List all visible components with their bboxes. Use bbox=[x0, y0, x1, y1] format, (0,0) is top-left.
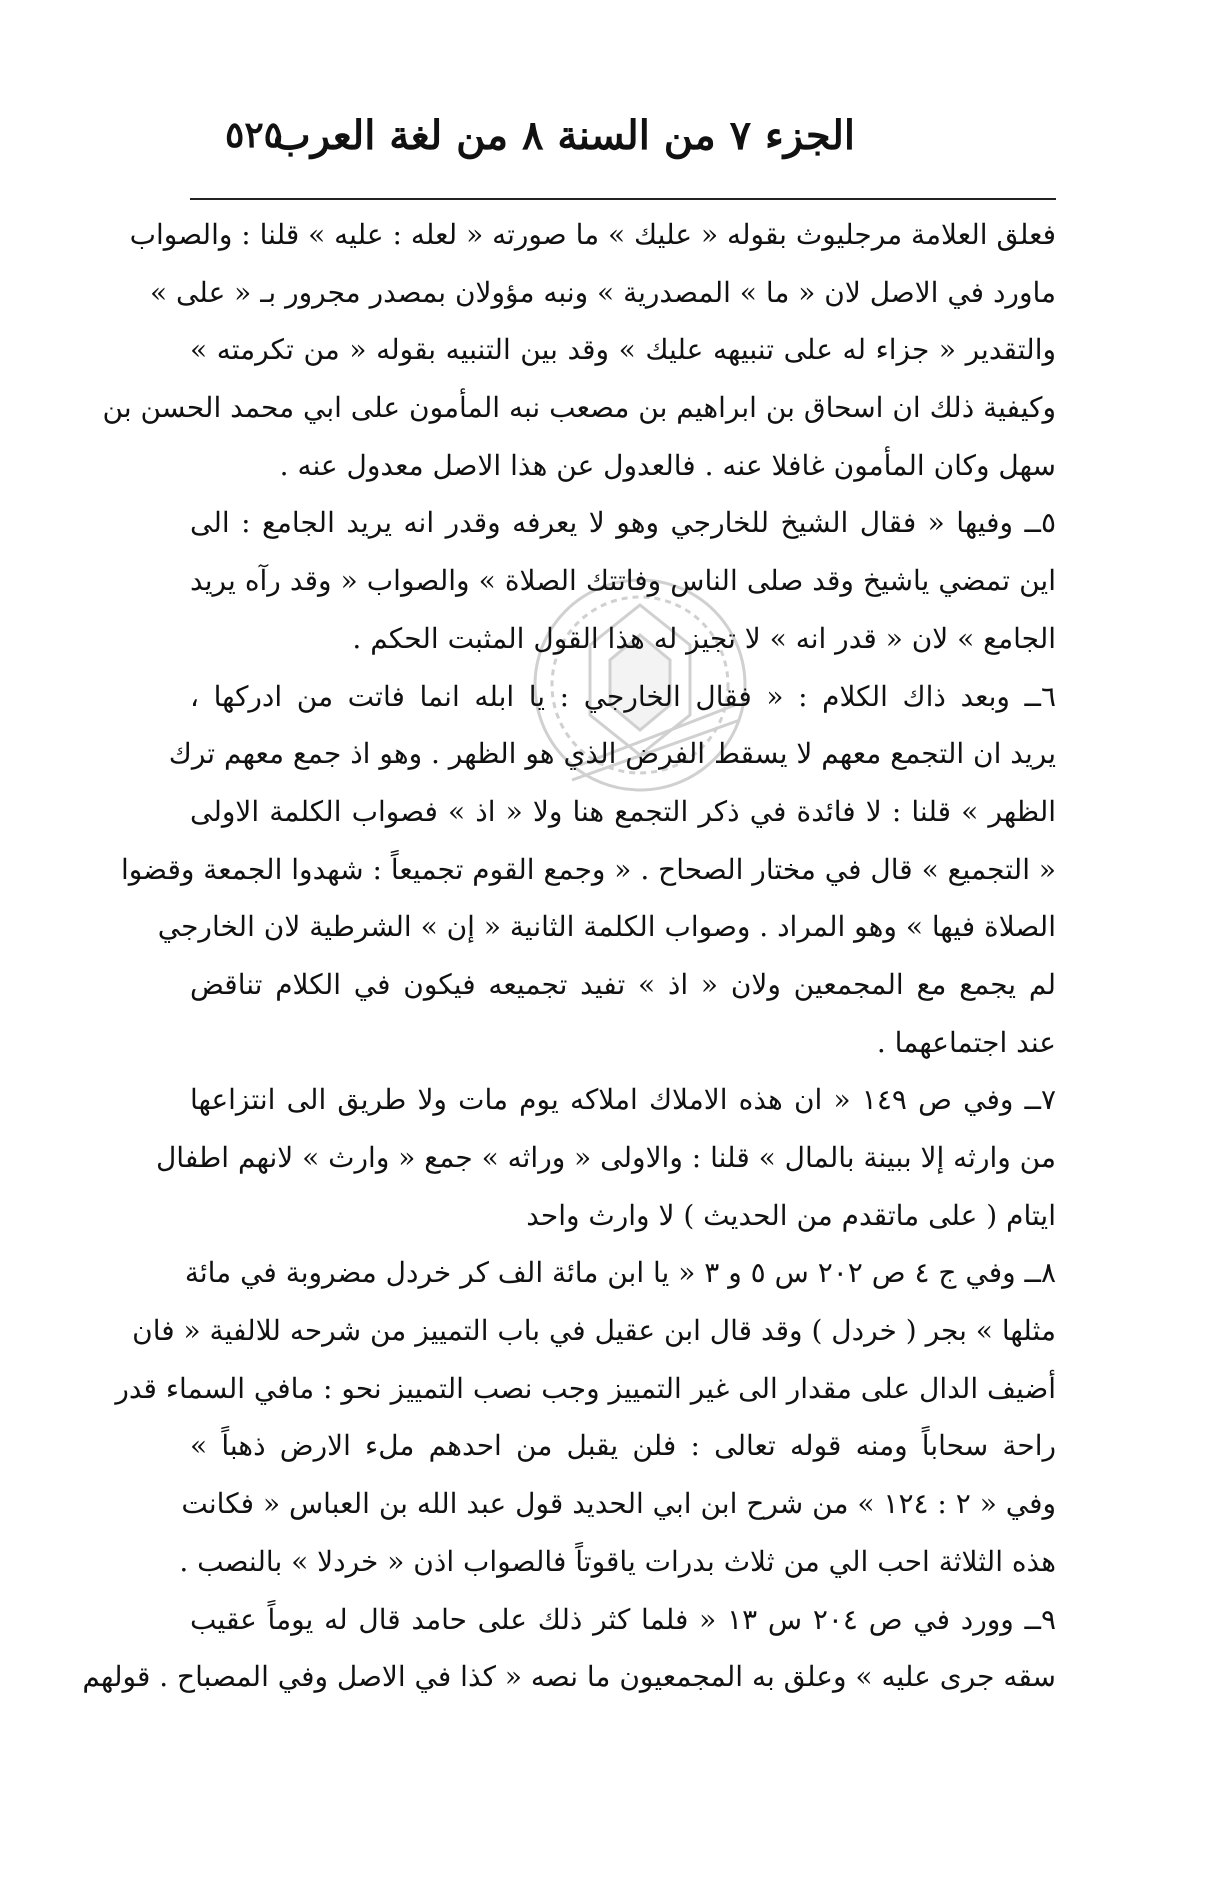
page-number: ٥٢٥ bbox=[225, 114, 284, 156]
text-line: سهل وكان المأمون غافلا عنه . فالعدول عن هذا الاصل معدول عنه . bbox=[279, 448, 1056, 482]
paragraph-7 bbox=[155, 1071, 1056, 1244]
text-line: لم يجمع مع المجمعين ولان « اذ » تفيد تجميعه فيكون في الكلام تناقض bbox=[190, 967, 1056, 1001]
text-line: والتقدير « جزاء له على تنبيهه عليك » وقد بين التنبيه بقوله « من تكرمته » bbox=[190, 333, 1056, 367]
text-line: ٦ــ وبعد ذاك الكلام : « فقال الخارجي : يا ابله انما فاتت من ادركها ، bbox=[190, 679, 1056, 713]
text-line: « التجميع » قال في مختار الصحاح . « وجمع القوم تجميعاً : شهدوا الجمعة وقضوا bbox=[120, 852, 1056, 886]
text-line: ٩ــ وورد في ص ٢٠٤ س ١٣ « فلما كثر ذلك على حامد قال له يوماً عقيب bbox=[190, 1602, 1057, 1636]
text-line: أضيف الدال على مقدار الى غير التمييز وجب نصب التمييز نحو : مافي السماء قدر bbox=[115, 1371, 1056, 1405]
text-line: ٧ــ وفي ص ١٤٩ « ان هذه الاملاك املاكه يوم مات ولا طريق الى انتزاعها bbox=[190, 1083, 1056, 1117]
text-line: من وارثه إلا ببينة بالمال » قلنا : والاولى « وراثه » جمع « وارث » لانهم اطفال bbox=[155, 1141, 1056, 1174]
text-line: راحة سحاباً ومنه قوله تعالى : فلن يقبل من احدهم ملء الارض ذهباً » bbox=[190, 1429, 1056, 1463]
text-line: يريد ان التجمع معهم لا يسقط الفرض الذي هو الظهر . وهو اذ جمع معهم ترك bbox=[168, 737, 1056, 771]
text-line: مثلها » بجر ( خردل ) وقد قال ابن عقيل في باب التمييز من شرحه للالفية « فان bbox=[132, 1314, 1056, 1348]
text-line: ٥ــ وفيها « فقال الشيخ للخارجي وهو لا يعرفه وقدر انه يريد الجامع : الى bbox=[190, 506, 1056, 540]
text-line: وفي « ٢ : ١٢٤ » من شرح ابن ابي الحديد قول عبد الله بن العباس « فكانت bbox=[181, 1487, 1056, 1521]
text-line: عند اجتماعهما . bbox=[876, 1025, 1056, 1059]
text-line: الظهر » قلنا : لا فائدة في ذكر التجمع هنا ولا « اذ » فصواب الكلمة الاولى bbox=[190, 794, 1056, 828]
paragraph-6 bbox=[120, 668, 1056, 1072]
paragraph-9 bbox=[82, 1591, 1057, 1706]
text-line: فعلق العلامة مرجليوث بقوله « عليك » ما صورته « لعله : عليه » قلنا : والصواب bbox=[129, 218, 1056, 251]
page-header bbox=[200, 112, 855, 182]
paragraph-continuation bbox=[102, 206, 1056, 494]
header-rule bbox=[190, 198, 1056, 200]
page-body bbox=[82, 206, 1057, 1706]
text-line: ايتام ( على ماتقدم من الحديث ) لا وارث واحد bbox=[526, 1198, 1056, 1232]
paragraph-5 bbox=[190, 494, 1056, 667]
text-line: سقه جرى عليه » وعلق به المجمعيون ما نصه « كذا في الاصل وفي المصباح . قولهم bbox=[82, 1660, 1056, 1694]
running-head-title: الجزء ٧ من السنة ٨ من لغة العرب bbox=[273, 112, 855, 159]
text-line: الصلاة فيها » وهو المراد . وصواب الكلمة الثانية « إن » الشرطية لان الخارجي bbox=[157, 910, 1056, 944]
text-line: هذه الثلاثة احب الي من ثلاث بدرات ياقوتاً فالصواب اذن « خردلا » بالنصب . bbox=[179, 1544, 1056, 1578]
text-line: وكيفية ذلك ان اسحاق بن ابراهيم بن مصعب نبه المأمون على ابي محمد الحسن بن bbox=[102, 391, 1056, 425]
paragraph-8 bbox=[115, 1244, 1056, 1590]
text-line: اين تمضي ياشيخ وقد صلى الناس وفاتتك الصلاة » والصواب « وقد رآه يريد bbox=[190, 564, 1056, 598]
text-line: ماورد في الاصل لان « ما » المصدرية » ونبه مؤولان بمصدر مجرور بـ « على » bbox=[149, 275, 1056, 309]
text-line: الجامع » لان « قدر انه » لا تجيز له هذا القول المثبت الحكم . bbox=[352, 621, 1056, 655]
text-line: ٨ــ وفي ج ٤ ص ٢٠٢ س ٥ و ٣ « يا ابن مائة الف كر خردل مضروبة في مائة bbox=[184, 1256, 1056, 1290]
